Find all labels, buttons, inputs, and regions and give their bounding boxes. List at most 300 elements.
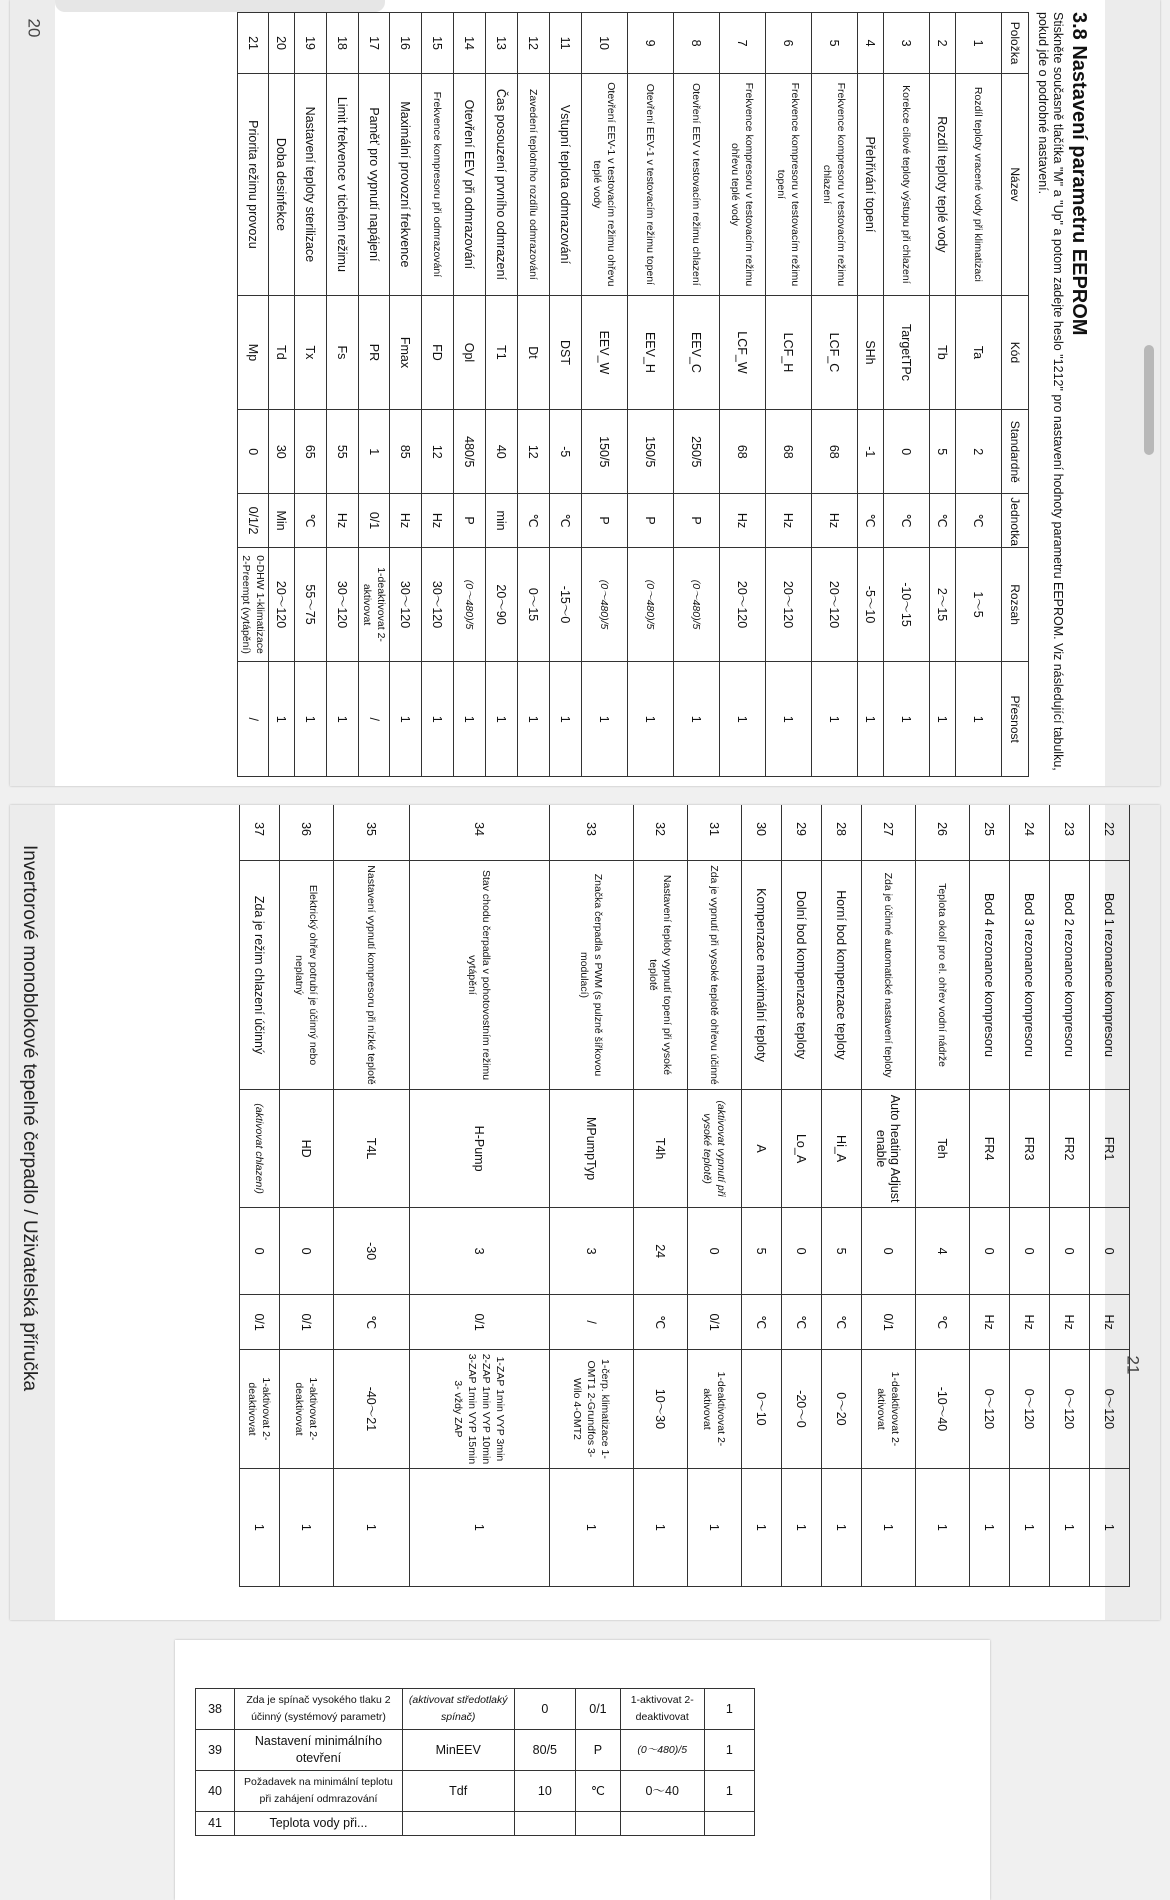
table-row	[742, 805, 782, 1587]
unit: 0/1/2	[238, 494, 269, 547]
parameter-name: Rozdíl teploty vracené vody při klimatizaci	[956, 74, 1002, 296]
parameter-name: Teplota okolí pro el. ohřev vodní nádrže	[916, 861, 970, 1090]
parameter-name: Frekvence kompresoru při odmrazování	[422, 74, 454, 296]
unit: P	[454, 494, 486, 547]
parameter-name: Požadavek na minimální teplotu při zahájení odmrazování	[235, 1771, 403, 1812]
parameter-name: Zda je vypnutí při vysoké teplotě ohřevu účinné	[688, 861, 742, 1090]
parameter-code: PR	[359, 295, 390, 410]
unit: Hz	[390, 494, 422, 547]
parameter-name: Frekvence kompresoru v testovacím režimu topení	[766, 74, 812, 296]
precision: 1	[862, 1468, 916, 1586]
unit: min	[486, 494, 518, 547]
parameter-name: Otevření EEV-1 v testovacím režimu topení	[628, 74, 674, 296]
parameter-code: Teh	[916, 1089, 970, 1207]
range: 1-aktivovat 2-deaktivovat	[620, 1689, 704, 1730]
default-value: 55	[327, 410, 359, 494]
page-gutter-left	[10, 0, 55, 786]
item-number: 13	[486, 13, 518, 74]
default-value: 12	[518, 410, 550, 494]
table-row	[916, 805, 970, 1587]
default-value: 0	[862, 1208, 916, 1295]
default-value: 5	[930, 410, 956, 494]
default-value: 150/5	[628, 410, 674, 494]
range: 1-deaktivovat 2-aktivovat	[862, 1350, 916, 1468]
precision: 1	[422, 662, 454, 777]
parameter-name: Nastavení vypnutí kompresoru při nízké teplotě	[334, 861, 410, 1090]
range: 20～120	[766, 547, 812, 662]
table-row	[422, 13, 454, 777]
precision: 1	[720, 662, 766, 777]
precision: 1	[704, 1771, 754, 1812]
item-number: 10	[582, 13, 628, 74]
parameter-code: Auto heating Adjust enable	[862, 1089, 916, 1207]
item-number: 5	[812, 13, 858, 74]
unit: 0/1	[862, 1295, 916, 1350]
range: -40～21	[334, 1350, 410, 1468]
parameter-code: (aktivovat vypnutí při vysoké teplotě)	[688, 1089, 742, 1207]
parameter-code: EEV_C	[674, 295, 720, 410]
parameter-code: SHh	[858, 295, 884, 410]
precision: 1	[782, 1468, 822, 1586]
range: 20～120	[720, 547, 766, 662]
parameter-code: Fs	[327, 295, 359, 410]
precision: 1	[688, 1468, 742, 1586]
range: 0～40	[620, 1771, 704, 1812]
unit: P	[674, 494, 720, 547]
item-number: 26	[916, 805, 970, 861]
table-row	[628, 13, 674, 777]
unit: P	[628, 494, 674, 547]
parameter-code: Opl	[454, 295, 486, 410]
item-number: 16	[390, 13, 422, 74]
item-number: 8	[674, 13, 720, 74]
precision: 1	[884, 662, 930, 777]
parameter-code: Hi_A	[822, 1089, 862, 1207]
parameter-name: Zda je spínač vysokého tlaku 2 účinný (systémový parametr)	[235, 1689, 403, 1730]
document-page-20	[10, 0, 1160, 786]
table-row	[822, 805, 862, 1587]
table-row	[454, 13, 486, 777]
parameter-code: Mp	[238, 295, 269, 410]
unit: ℃	[518, 494, 550, 547]
table-row	[634, 805, 688, 1587]
default-value: 0	[1090, 1208, 1130, 1295]
range: 10～30	[634, 1350, 688, 1468]
precision: 1	[970, 1468, 1010, 1586]
range: 0～120	[1050, 1350, 1090, 1468]
default-value: 80/5	[514, 1730, 575, 1771]
range: 0～10	[742, 1350, 782, 1468]
precision: 1	[295, 662, 327, 777]
default-value: 0	[240, 1208, 280, 1295]
unit: Hz	[1050, 1295, 1090, 1350]
parameter-name: Nastavení minimálního otevření	[235, 1730, 403, 1771]
unit: ℃	[550, 494, 582, 547]
range: -10～15	[884, 547, 930, 662]
default-value: 0	[280, 1208, 334, 1295]
default-value: 0	[1050, 1208, 1090, 1295]
item-number: 25	[970, 805, 1010, 861]
item-number: 22	[1090, 805, 1130, 861]
precision: 1	[280, 1468, 334, 1586]
parameter-code: FR4	[970, 1089, 1010, 1207]
default-value: 2	[956, 410, 1002, 494]
table-row	[280, 805, 334, 1587]
default-value: 0	[884, 410, 930, 494]
unit: ℃	[576, 1771, 621, 1812]
range: 30～120	[422, 547, 454, 662]
unit: /	[550, 1295, 634, 1350]
parameter-code: FR1	[1090, 1089, 1130, 1207]
parameter-code: Tx	[295, 295, 327, 410]
default-value: 0	[238, 410, 269, 494]
range: (0～480)/5	[454, 547, 486, 662]
range: -15～0	[550, 547, 582, 662]
intro-text: Stiskněte současně tlačítka "M" a "Up" a potom zadejte heslo "1212" pro nastavení hodnoty parametru EEPROM. Viz následující tabulku, pokud jde o podrobné nastavení.	[1036, 12, 1065, 771]
default-value: 5	[742, 1208, 782, 1295]
parameter-name: Zda je režim chlazení účinný	[240, 861, 280, 1090]
precision: 1	[269, 662, 295, 777]
parameter-name: Stav chodu čerpadla v pohotovostním režimu vytápění	[410, 861, 550, 1090]
document-page-22	[175, 1640, 990, 1900]
item-number: 28	[822, 805, 862, 861]
parameter-name: Přehřívání topení	[858, 74, 884, 296]
range: 1-deaktivovat 2-aktivovat	[688, 1350, 742, 1468]
parameter-name: Paměť pro vypnutí napájení	[359, 74, 390, 296]
precision: 1	[1050, 1468, 1090, 1586]
default-value: 4	[916, 1208, 970, 1295]
precision: 1	[550, 1468, 634, 1586]
default-value: 0	[514, 1689, 575, 1730]
precision: 1	[1090, 1468, 1130, 1586]
table-row	[930, 13, 956, 777]
parameter-name: Čas posouzení prvního odmrazení	[486, 74, 518, 296]
eeprom-table-part3	[195, 1688, 755, 1836]
unit: 0/1	[576, 1689, 621, 1730]
page-content-rotated	[70, 12, 1090, 777]
unit: ℃	[822, 1295, 862, 1350]
item-number: 23	[1050, 805, 1090, 861]
default-value: 65	[295, 410, 327, 494]
table-row	[196, 1730, 755, 1771]
precision: 1	[930, 662, 956, 777]
unit: 0/1	[280, 1295, 334, 1350]
item-number: 34	[410, 805, 550, 861]
precision: 1	[742, 1468, 782, 1586]
unit: ℃	[334, 1295, 410, 1350]
range: 30～120	[390, 547, 422, 662]
range	[620, 1812, 704, 1836]
parameter-code: EEV_W	[582, 295, 628, 410]
parameter-code: Ta	[956, 295, 1002, 410]
precision: 1	[812, 662, 858, 777]
precision: 1	[240, 1468, 280, 1586]
table-row	[862, 805, 916, 1587]
parameter-name: Limit frekvence v tichém režimu	[327, 74, 359, 296]
parameter-code: Fmax	[390, 295, 422, 410]
column-header: Standardně	[1002, 410, 1029, 494]
parameter-code: A	[742, 1089, 782, 1207]
range: 0～120	[1010, 1350, 1050, 1468]
column-header: Položka	[1002, 13, 1029, 74]
precision	[704, 1812, 754, 1836]
precision: 1	[822, 1468, 862, 1586]
table-row	[1010, 805, 1050, 1587]
item-number: 19	[295, 13, 327, 74]
item-number: 24	[1010, 805, 1050, 861]
default-value: 0	[1010, 1208, 1050, 1295]
parameter-name: Priorita režimu provozu	[238, 74, 269, 296]
table-row	[812, 13, 858, 777]
table-row	[196, 1812, 755, 1836]
item-number: 11	[550, 13, 582, 74]
precision: 1	[704, 1689, 754, 1730]
default-value: 3	[410, 1208, 550, 1295]
range: 0～20	[822, 1350, 862, 1468]
range: 55～75	[295, 547, 327, 662]
parameter-name: Elektrický ohřev potrubí je účinný nebo neplatný	[280, 861, 334, 1090]
unit: 0/1	[240, 1295, 280, 1350]
item-number: 6	[766, 13, 812, 74]
parameter-name: Doba desinfekce	[269, 74, 295, 296]
precision: 1	[582, 662, 628, 777]
unit: ℃	[956, 494, 1002, 547]
table-row	[688, 805, 742, 1587]
precision: 1	[550, 662, 582, 777]
item-number: 37	[240, 805, 280, 861]
item-number: 15	[422, 13, 454, 74]
precision: 1	[327, 662, 359, 777]
parameter-name: Bod 1 rezonance kompresoru	[1090, 861, 1130, 1090]
parameter-code	[402, 1812, 514, 1836]
table-row	[486, 13, 518, 777]
precision: 1	[410, 1468, 550, 1586]
parameter-code: HD	[280, 1089, 334, 1207]
default-value: 85	[390, 410, 422, 494]
parameter-code: T4h	[634, 1089, 688, 1207]
parameter-code: Tb	[930, 295, 956, 410]
range: 20～120	[812, 547, 858, 662]
default-value: -5	[550, 410, 582, 494]
table-row	[674, 13, 720, 777]
parameter-name: Horní bod kompenzace teploty	[822, 861, 862, 1090]
parameter-code: FD	[422, 295, 454, 410]
unit: ℃	[858, 494, 884, 547]
range: 1-aktivovat 2-deaktivovat	[280, 1350, 334, 1468]
default-value: 10	[514, 1771, 575, 1812]
default-value: 0	[688, 1208, 742, 1295]
unit: 0/1	[359, 494, 390, 547]
table-header-row	[1002, 13, 1029, 777]
parameter-code: (aktivovat chlazení)	[240, 1089, 280, 1207]
default-value: -30	[334, 1208, 410, 1295]
default-value: 68	[720, 410, 766, 494]
item-number: 9	[628, 13, 674, 74]
table-row	[550, 13, 582, 777]
parameter-code: Lo_A	[782, 1089, 822, 1207]
unit: Hz	[766, 494, 812, 547]
unit: 0/1	[410, 1295, 550, 1350]
item-number: 17	[359, 13, 390, 74]
parameter-name: Dolní bod kompenzace teploty	[782, 861, 822, 1090]
unit: ℃	[884, 494, 930, 547]
range: 1-ZAP 1min VYP 3min 2-ZAP 1min VYP 10min 3-ZAP 1min VYP 15min 3- vždy ZAP	[410, 1350, 550, 1468]
column-header: Kód	[1002, 295, 1029, 410]
range: 0～15	[518, 547, 550, 662]
parameter-name: Nastavení teploty vypnutí topení při vysoké teplotě	[634, 861, 688, 1090]
range: 0～120	[1090, 1350, 1130, 1468]
unit: ℃	[916, 1295, 970, 1350]
range: -5～10	[858, 547, 884, 662]
parameter-name: Zda je účinné automatické nastavení teploty	[862, 861, 916, 1090]
parameter-name: Bod 2 rezonance kompresoru	[1050, 861, 1090, 1090]
parameter-name: Nastavení teploty sterilizace	[295, 74, 327, 296]
table-row	[390, 13, 422, 777]
unit: Hz	[720, 494, 766, 547]
precision: 1	[956, 662, 1002, 777]
table-row	[410, 805, 550, 1587]
range: 20～120	[269, 547, 295, 662]
item-number: 31	[688, 805, 742, 861]
parameter-name: Kompenzace maximální teploty	[742, 861, 782, 1090]
parameter-name: Maximální provozní frekvence	[390, 74, 422, 296]
unit: ℃	[782, 1295, 822, 1350]
precision: 1	[518, 662, 550, 777]
column-header: Přesnost	[1002, 662, 1029, 777]
parameter-name: Korekce cílové teploty výstupu při chlazení	[884, 74, 930, 296]
unit	[576, 1812, 621, 1836]
table-row	[359, 13, 390, 777]
parameter-name: Frekvence kompresoru v testovacím režimu chlazení	[812, 74, 858, 296]
parameter-name: Rozdíl teploty teplé vody	[930, 74, 956, 296]
table-row	[550, 805, 634, 1587]
table-row	[884, 13, 930, 777]
default-value: 12	[422, 410, 454, 494]
default-value: 5	[822, 1208, 862, 1295]
parameter-code: FR2	[1050, 1089, 1090, 1207]
page-content-rotated	[70, 805, 1130, 1587]
item-number: 30	[742, 805, 782, 861]
table-row	[1050, 805, 1090, 1587]
default-value: 0	[970, 1208, 1010, 1295]
parameter-code: EEV_H	[628, 295, 674, 410]
parameter-name: Otevření EEV v testovacím režimu chlazení	[674, 74, 720, 296]
parameter-code: LCF_C	[812, 295, 858, 410]
default-value: 68	[812, 410, 858, 494]
toolbar-overlay	[55, 0, 385, 12]
unit: ℃	[930, 494, 956, 547]
range: 30～120	[327, 547, 359, 662]
table-row	[327, 13, 359, 777]
table-row	[295, 13, 327, 777]
unit: Hz	[970, 1295, 1010, 1350]
default-value	[514, 1812, 575, 1836]
parameter-code: LCF_H	[766, 295, 812, 410]
precision: 1	[634, 1468, 688, 1586]
item-number: 14	[454, 13, 486, 74]
default-value: 1	[359, 410, 390, 494]
range: 0-DHW 1-klimatizace 2-Preempt (vytápění)	[238, 547, 269, 662]
parameter-code: TargetTPc	[884, 295, 930, 410]
precision: 1	[766, 662, 812, 777]
item-number: 1	[956, 13, 1002, 74]
parameter-name: Otevření EEV-1 v testovacím režimu ohřevu teplé vody	[582, 74, 628, 296]
item-number: 12	[518, 13, 550, 74]
table-row	[956, 13, 1002, 777]
parameter-code: DST	[550, 295, 582, 410]
precision: 1	[858, 662, 884, 777]
table-row	[766, 13, 812, 777]
parameter-name: Bod 3 rezonance kompresoru	[1010, 861, 1050, 1090]
item-number: 20	[269, 13, 295, 74]
table-row	[238, 13, 269, 777]
table-row	[196, 1771, 755, 1812]
precision: 1	[454, 662, 486, 777]
unit: ℃	[634, 1295, 688, 1350]
default-value: 150/5	[582, 410, 628, 494]
table-row	[782, 805, 822, 1587]
precision: 1	[334, 1468, 410, 1586]
unit: ℃	[295, 494, 327, 547]
precision: 1	[390, 662, 422, 777]
parameter-name: Frekvence kompresoru v testovacím režimu ohřevu teplé vody	[720, 74, 766, 296]
precision: 1	[486, 662, 518, 777]
unit: Hz	[422, 494, 454, 547]
unit: ℃	[742, 1295, 782, 1350]
parameter-code: Dt	[518, 295, 550, 410]
parameter-code: T1	[486, 295, 518, 410]
item-number: 4	[858, 13, 884, 74]
eeprom-table-part1	[237, 12, 1029, 777]
default-value: -1	[858, 410, 884, 494]
unit: P	[582, 494, 628, 547]
unit: Hz	[812, 494, 858, 547]
footer-title: Invertorové monoblokové tepelné čerpadlo / Uživatelská příručka	[19, 845, 40, 1392]
parameter-name: Zavedení teplotního rozdílu odmrazování	[518, 74, 550, 296]
table-row	[970, 805, 1010, 1587]
default-value: 40	[486, 410, 518, 494]
item-number: 3	[884, 13, 930, 74]
precision: /	[238, 662, 269, 777]
table-row	[720, 13, 766, 777]
eeprom-table-part2	[239, 805, 1130, 1587]
item-number: 21	[238, 13, 269, 74]
unit: Hz	[1090, 1295, 1130, 1350]
table-row	[240, 805, 280, 1587]
unit: Min	[269, 494, 295, 547]
column-header: Rozsah	[1002, 547, 1029, 662]
item-number: 33	[550, 805, 634, 861]
unit: P	[576, 1730, 621, 1771]
parameter-code: LCF_W	[720, 295, 766, 410]
column-header: Jednotka	[1002, 494, 1029, 547]
item-number: 7	[720, 13, 766, 74]
range: 20～90	[486, 547, 518, 662]
parameter-name: Vstupní teplota odmrazování	[550, 74, 582, 296]
item-number: 27	[862, 805, 916, 861]
parameter-code: Tdf	[402, 1771, 514, 1812]
table-row	[518, 13, 550, 777]
parameter-code: FR3	[1010, 1089, 1050, 1207]
table-row	[858, 13, 884, 777]
scrollbar-thumb[interactable]	[1144, 345, 1154, 455]
item-number: 2	[930, 13, 956, 74]
item-number: 40	[196, 1771, 235, 1812]
item-number: 38	[196, 1689, 235, 1730]
parameter-name: Teplota vody při...	[235, 1812, 403, 1836]
range: 0～120	[970, 1350, 1010, 1468]
item-number: 41	[196, 1812, 235, 1836]
